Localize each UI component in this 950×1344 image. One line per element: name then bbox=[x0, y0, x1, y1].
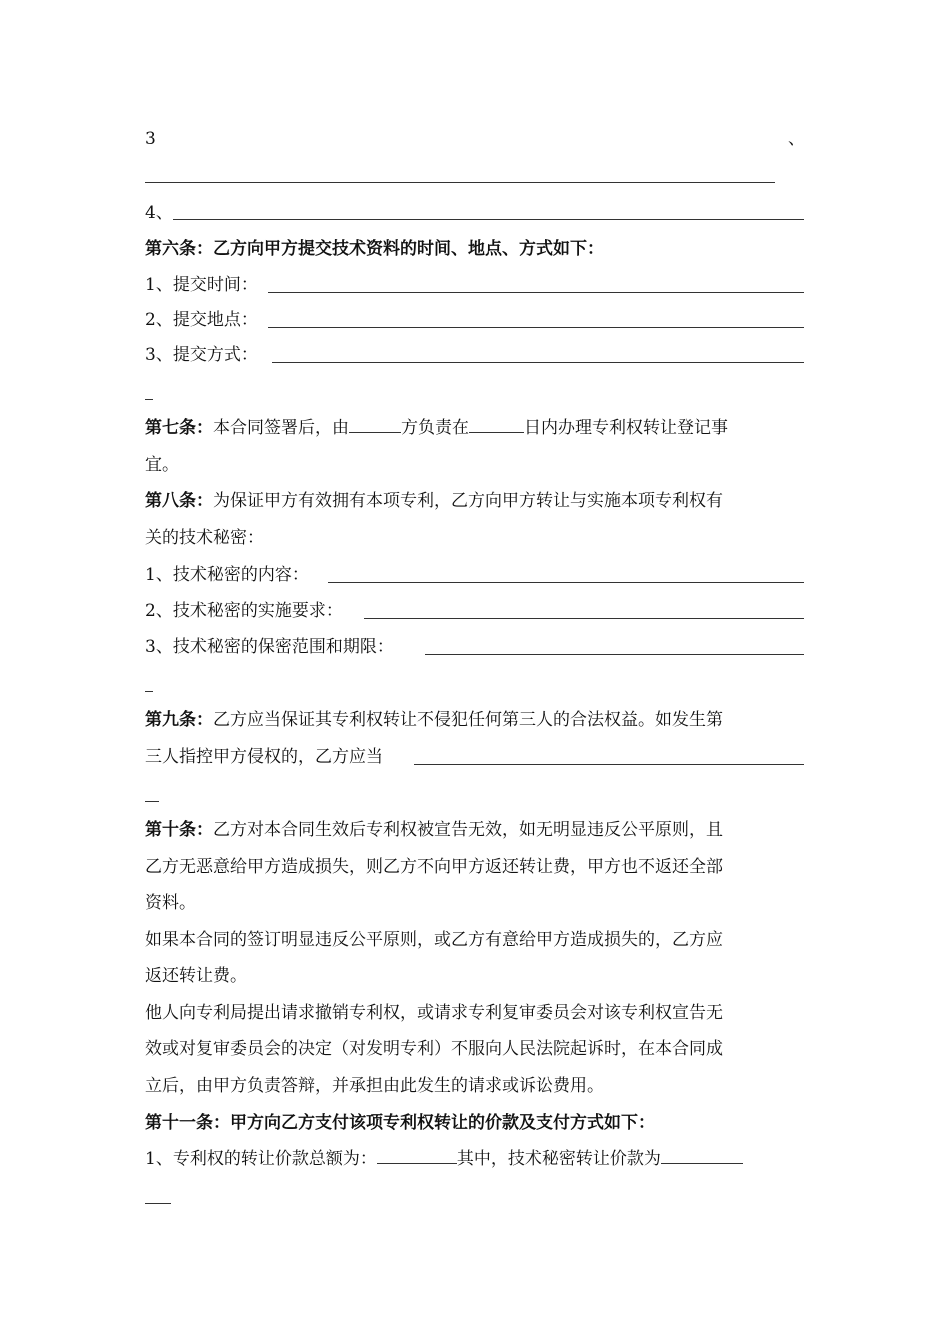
article-10-label: 第十条： bbox=[145, 820, 213, 840]
secret-content-blank[interactable] bbox=[328, 582, 804, 583]
overflow-dash bbox=[145, 801, 159, 802]
secret-requirements-label: 2、技术秘密的实施要求： bbox=[145, 601, 343, 621]
article-11-title: 第十一条：甲方向乙方支付该项专利权转让的价款及支付方式如下： bbox=[145, 1113, 655, 1133]
article-11-item-1 bbox=[145, 1148, 743, 1170]
total-price-label: 1、专利权的转让价款总额为： bbox=[145, 1149, 377, 1169]
article-9-label: 第九条： bbox=[145, 710, 213, 730]
item-4-blank[interactable] bbox=[173, 219, 804, 220]
article-7-line-2: 宜。 bbox=[145, 455, 179, 475]
article-9-text: 乙方应当保证其专利权转让不侵犯任何第三人的合法权益。如发生第 bbox=[213, 710, 723, 730]
submit-place-blank[interactable] bbox=[268, 327, 804, 328]
article-7-text-b: 方负责在 bbox=[401, 418, 469, 438]
article-6-title: 第六条：乙方向甲方提交技术资料的时间、地点、方式如下： bbox=[145, 239, 604, 259]
item-3-separator: 、 bbox=[788, 129, 805, 149]
article-8-label: 第八条： bbox=[145, 491, 213, 511]
article-10-para-2-line-1: 如果本合同的签订明显违反公平原则，或乙方有意给甲方造成损失的，乙方应 bbox=[145, 930, 723, 950]
article-10-line-3: 资料。 bbox=[145, 893, 196, 913]
item-3-number: 3 bbox=[145, 129, 156, 149]
article-6-item-time: 1、提交时间： bbox=[145, 275, 258, 295]
overflow-dash bbox=[145, 1203, 171, 1204]
article-8-text: 为保证甲方有效拥有本项专利，乙方向甲方转让与实施本项专利权有 bbox=[213, 491, 723, 511]
secret-scope-blank[interactable] bbox=[425, 654, 804, 655]
infringement-duty-blank[interactable] bbox=[414, 764, 804, 765]
article-10-line-1 bbox=[145, 819, 723, 841]
article-7-line-1 bbox=[145, 417, 728, 439]
article-9-line-2: 三人指控甲方侵权的，乙方应当 bbox=[145, 747, 383, 767]
article-10-para-2-line-2: 返还转让费。 bbox=[145, 966, 247, 986]
responsible-party-blank[interactable] bbox=[349, 417, 401, 433]
article-7-label: 第七条： bbox=[145, 418, 213, 438]
article-8-line-1 bbox=[145, 490, 723, 512]
total-price-blank[interactable] bbox=[377, 1148, 457, 1164]
secret-price-label: 其中，技术秘密转让价款为 bbox=[456, 1149, 661, 1169]
article-10-para-3-line-1: 他人向专利局提出请求撤销专利权，或请求专利复审委员会对该专利权宣告无 bbox=[145, 1003, 723, 1023]
secret-content-label: 1、技术秘密的内容： bbox=[145, 565, 309, 585]
item-3-blank[interactable] bbox=[145, 182, 775, 183]
overflow-dash bbox=[145, 399, 153, 400]
article-6-item-place: 2、提交地点： bbox=[145, 310, 258, 330]
article-7-text-a: 本合同签署后，由 bbox=[213, 418, 349, 438]
submit-method-blank[interactable] bbox=[272, 362, 804, 363]
article-10-para-3-line-2: 效或对复审委员会的决定（对发明专利）不服向人民法院起诉时，在本合同成 bbox=[145, 1039, 723, 1059]
article-8-line-2: 关的技术秘密： bbox=[145, 528, 264, 548]
days-blank[interactable] bbox=[469, 417, 524, 433]
article-10-text: 乙方对本合同生效后专利权被宣告无效，如无明显违反公平原则，且 bbox=[213, 820, 723, 840]
secret-scope-label: 3、技术秘密的保密范围和期限： bbox=[145, 637, 394, 657]
item-4-label: 4、 bbox=[145, 203, 173, 223]
secret-price-blank[interactable] bbox=[661, 1148, 743, 1164]
article-10-para-3-line-3: 立后，由甲方负责答辩，并承担由此发生的请求或诉讼费用。 bbox=[145, 1076, 604, 1096]
article-9-line-1 bbox=[145, 709, 723, 731]
submit-time-blank[interactable] bbox=[268, 292, 804, 293]
article-6-item-method: 3、提交方式： bbox=[145, 345, 258, 365]
overflow-dash bbox=[145, 691, 153, 692]
article-10-line-2: 乙方无恶意给甲方造成损失，则乙方不向甲方返还转让费，甲方也不返还全部 bbox=[145, 857, 723, 877]
article-7-text-c: 日内办理专利权转让登记事 bbox=[524, 418, 728, 438]
secret-requirements-blank[interactable] bbox=[364, 618, 804, 619]
